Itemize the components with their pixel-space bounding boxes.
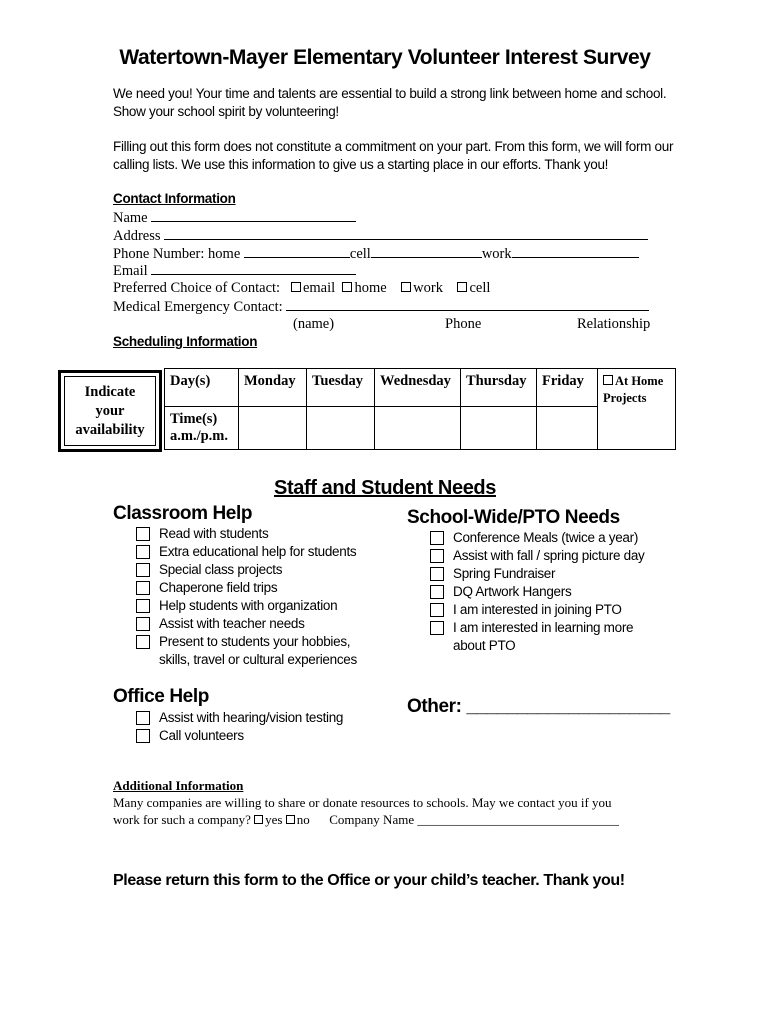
checkbox-no[interactable] xyxy=(286,815,295,824)
medical-contact-field xyxy=(113,298,649,316)
availability-table xyxy=(164,368,676,450)
checkbox-work[interactable] xyxy=(401,282,411,292)
day-label: Thursday xyxy=(466,373,527,389)
day-label: Wednesday xyxy=(380,373,451,389)
checkbox[interactable] xyxy=(136,581,150,595)
day-tuesday[interactable] xyxy=(307,369,375,407)
email-label: Email xyxy=(113,263,148,279)
name-label: Name xyxy=(113,210,148,226)
intro-paragraph-2 xyxy=(113,138,673,174)
checkbox-home[interactable] xyxy=(342,282,352,292)
intro-paragraph-1 xyxy=(113,85,666,121)
phone-work-line[interactable] xyxy=(512,245,639,258)
email-field xyxy=(113,262,356,280)
phone-home-label: Phone Number: home xyxy=(113,246,241,262)
intro-line: Filling out this form does not constitute a commitment on your part. From this form, we will form our xyxy=(113,139,674,154)
day-label: Tuesday xyxy=(312,373,364,389)
name-field xyxy=(113,209,356,227)
projects-line: Projects xyxy=(603,391,647,405)
schoolwide-list xyxy=(430,529,710,655)
classroom-item-cont: skills, travel or cultural experiences xyxy=(159,652,357,667)
office-item[interactable]: Assist with hearing/vision testing xyxy=(136,709,396,727)
checkbox[interactable] xyxy=(430,585,444,599)
classroom-list xyxy=(136,525,396,669)
day-monday[interactable] xyxy=(239,369,307,407)
phone-field xyxy=(113,245,639,263)
availability-label xyxy=(64,376,156,446)
classroom-item[interactable]: Extra educational help for students xyxy=(136,543,396,561)
sub-phone: Phone xyxy=(445,316,482,332)
additional-line-2 xyxy=(113,812,619,828)
checkbox-cell[interactable] xyxy=(457,282,467,292)
schoolwide-item[interactable]: Spring Fundraiser xyxy=(430,565,710,583)
schoolwide-item[interactable]: I am interested in learning more xyxy=(430,619,710,637)
at-home-label: At Home xyxy=(615,374,664,388)
checkbox[interactable] xyxy=(430,567,444,581)
return-note: Please return this form to the Office or your child’s teacher. Thank you! xyxy=(113,872,625,889)
intro-line: calling lists. We use this information to give us a starting place in our efforts. Thank you! xyxy=(113,157,609,172)
day-label: Monday xyxy=(244,373,296,389)
office-heading: Office Help xyxy=(113,686,209,707)
day-friday[interactable] xyxy=(537,369,598,407)
company-name-field[interactable]: Company Name _______________________________ xyxy=(329,812,619,827)
checkbox[interactable] xyxy=(136,711,150,725)
schoolwide-item[interactable]: DQ Artwork Hangers xyxy=(430,583,710,601)
checkbox[interactable] xyxy=(430,549,444,563)
times-label-cell xyxy=(165,407,239,450)
page-title: Watertown-Mayer Elementary Volunteer Interest Survey xyxy=(119,46,651,69)
checkbox[interactable] xyxy=(430,621,444,635)
checkbox[interactable] xyxy=(136,599,150,613)
availability-text: availability xyxy=(75,421,145,438)
address-field xyxy=(113,227,648,245)
checkbox[interactable] xyxy=(136,527,150,541)
classroom-item[interactable]: Read with students xyxy=(136,525,396,543)
schoolwide-item-cont: about PTO xyxy=(453,638,516,653)
times-label: Time(s) xyxy=(170,411,218,427)
schoolwide-item[interactable]: Assist with fall / spring picture day xyxy=(430,547,710,565)
no-label: no xyxy=(296,812,310,827)
sub-relationship: Relationship xyxy=(577,316,651,332)
scheduling-heading: Scheduling Information xyxy=(113,334,258,349)
time-tuesday[interactable] xyxy=(307,407,375,450)
other-field[interactable]: Other: ____________________ xyxy=(407,696,670,717)
checkbox[interactable] xyxy=(136,617,150,631)
contact-heading: Contact Information xyxy=(113,191,236,206)
phone-work-label: work xyxy=(481,246,512,262)
checkbox-at-home[interactable] xyxy=(603,375,613,385)
time-monday[interactable] xyxy=(239,407,307,450)
company-question: work for such a company? xyxy=(113,812,251,827)
classroom-item[interactable]: Help students with organization xyxy=(136,597,396,615)
intro-line: We need you! Your time and talents are essential to build a strong link between home and school. xyxy=(113,86,667,101)
phone-cell-line[interactable] xyxy=(371,245,482,258)
option-home: home xyxy=(354,280,387,296)
indicate-text: Indicate xyxy=(84,383,136,400)
ampm-label: a.m./p.m. xyxy=(170,428,228,444)
time-thursday[interactable] xyxy=(461,407,537,450)
office-list xyxy=(136,709,396,745)
phone-cell-label: cell xyxy=(349,246,371,262)
needs-heading: Staff and Student Needs xyxy=(274,477,496,499)
checkbox-email[interactable] xyxy=(291,282,301,292)
checkbox-yes[interactable] xyxy=(254,815,263,824)
checkbox[interactable] xyxy=(136,729,150,743)
sub-name: (name) xyxy=(293,316,335,332)
schoolwide-item[interactable]: I am interested in joining PTO xyxy=(430,601,710,619)
classroom-heading: Classroom Help xyxy=(113,503,253,524)
additional-heading: Additional Information xyxy=(113,778,244,793)
classroom-item[interactable]: Assist with teacher needs xyxy=(136,615,396,633)
email-line[interactable] xyxy=(151,262,356,275)
day-wednesday[interactable] xyxy=(375,369,461,407)
day-thursday[interactable] xyxy=(461,369,537,407)
address-label: Address xyxy=(113,228,161,244)
yes-label: yes xyxy=(265,812,283,827)
option-work: work xyxy=(413,280,443,296)
medical-label: Medical Emergency Contact: xyxy=(113,299,283,315)
preferred-label: Preferred Choice of Contact: xyxy=(113,280,281,296)
time-friday[interactable] xyxy=(537,407,598,450)
checkbox[interactable] xyxy=(136,635,150,649)
checkbox[interactable] xyxy=(430,603,444,617)
at-home-projects-cell[interactable] xyxy=(598,369,676,450)
at-home-line xyxy=(603,373,670,390)
days-label-cell xyxy=(165,369,239,407)
address-line[interactable] xyxy=(164,227,648,240)
medical-line[interactable] xyxy=(286,298,649,311)
your-text: your xyxy=(95,402,125,419)
availability-box xyxy=(58,370,162,452)
additional-line-1: Many companies are willing to share or donate resources to schools. May we contact you if you xyxy=(113,795,612,810)
schoolwide-heading: School-Wide/PTO Needs xyxy=(407,507,620,528)
time-wednesday[interactable] xyxy=(375,407,461,450)
option-email: email xyxy=(302,280,336,296)
checkbox[interactable] xyxy=(136,545,150,559)
name-line[interactable] xyxy=(151,209,356,222)
classroom-item[interactable]: Special class projects xyxy=(136,561,396,579)
days-label: Day(s) xyxy=(170,373,211,389)
classroom-item[interactable]: Present to students your hobbies, xyxy=(136,633,396,651)
day-label: Friday xyxy=(542,373,584,389)
schoolwide-item[interactable]: Conference Meals (twice a year) xyxy=(430,529,710,547)
office-item[interactable]: Call volunteers xyxy=(136,727,396,745)
classroom-item[interactable]: Chaperone field trips xyxy=(136,579,396,597)
intro-line: Show your school spirit by volunteering! xyxy=(113,104,339,119)
phone-home-line[interactable] xyxy=(244,245,350,258)
days-row xyxy=(165,369,676,407)
checkbox[interactable] xyxy=(430,531,444,545)
checkbox[interactable] xyxy=(136,563,150,577)
preferred-contact xyxy=(113,280,490,297)
option-cell: cell xyxy=(469,280,491,296)
